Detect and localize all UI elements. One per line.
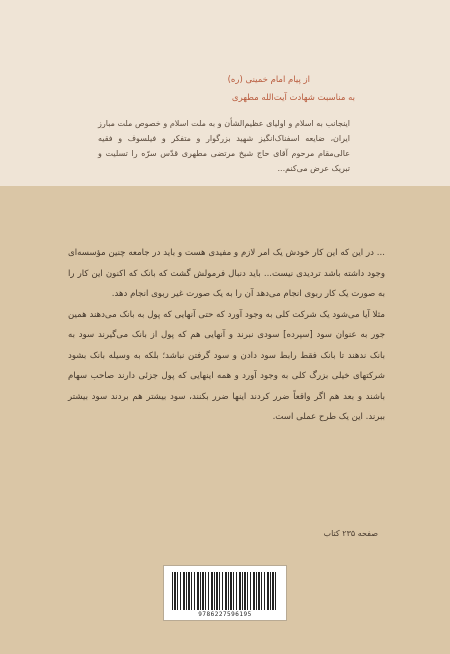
excerpt-paragraph-2: مثلا آیا می‌شود یک شرکت کلی به وجود آورد که حتی آنهایی که پول به بانک می‌دهند همین جور به عنوان سود [سپرده] سودی نبرند و آنهایی هم که پول از بانک می‌گیرند سود به بانک ندهند تا بانک فقط رابط سود دادن و سود گرفتن نباشد؛ بلکه به وسیله بانک بشود شرکتهای خیلی بزرگ کلی به وجود آورد و همه اینهایی که پول جزئی دارند صاحب سهام باشند و بعد هم اگر واقعاً ضرر کردند اینها ضرر بکنند، سود بیشتر هم بردند سود بیشتر ببرند. این یک طرح عملی است. (68, 309, 385, 422)
book-excerpt (68, 243, 385, 428)
page-reference: صفحه ۲۳۵ کتاب (323, 529, 378, 538)
isbn-barcode (163, 565, 287, 621)
barcode-bars (172, 572, 278, 610)
leader-quote (98, 116, 350, 176)
quote-paragraph: اینجانب به اسلام و اولیای عظیم‌الشأن و به ملت اسلام و خصوص ملت مبارز ایران، ضایعه اسفناک‌انگیز شهید بزرگوار و متفکر و فیلسوف و فقیه عالی‌مقام مرحوم آقای حاج شیخ مرتضی مطهری قدّس سرّه را تسلیت و تبریک عرض می‌کنم... (98, 119, 350, 173)
barcode-number: 9786227596195 (198, 611, 252, 618)
excerpt-paragraph-1: ... در این که این کار خودش یک امر لازم و مفیدی هست و باید در جامعه چنین مؤسسه‌ای وجود داشته باشد تردیدی نیست... باید دنبال فرمولش گشت که بانک که اکنون این کار را به صورت یک کار ربوی انجام می‌دهد آن را به یک صورت غیر ربوی انجام دهد. (68, 248, 385, 299)
quote-occasion-heading: به مناسبت شهادت آیت‌الله مطهری (231, 93, 355, 103)
quote-source-heading: از پیام امام خمینی (ره) (227, 75, 310, 85)
